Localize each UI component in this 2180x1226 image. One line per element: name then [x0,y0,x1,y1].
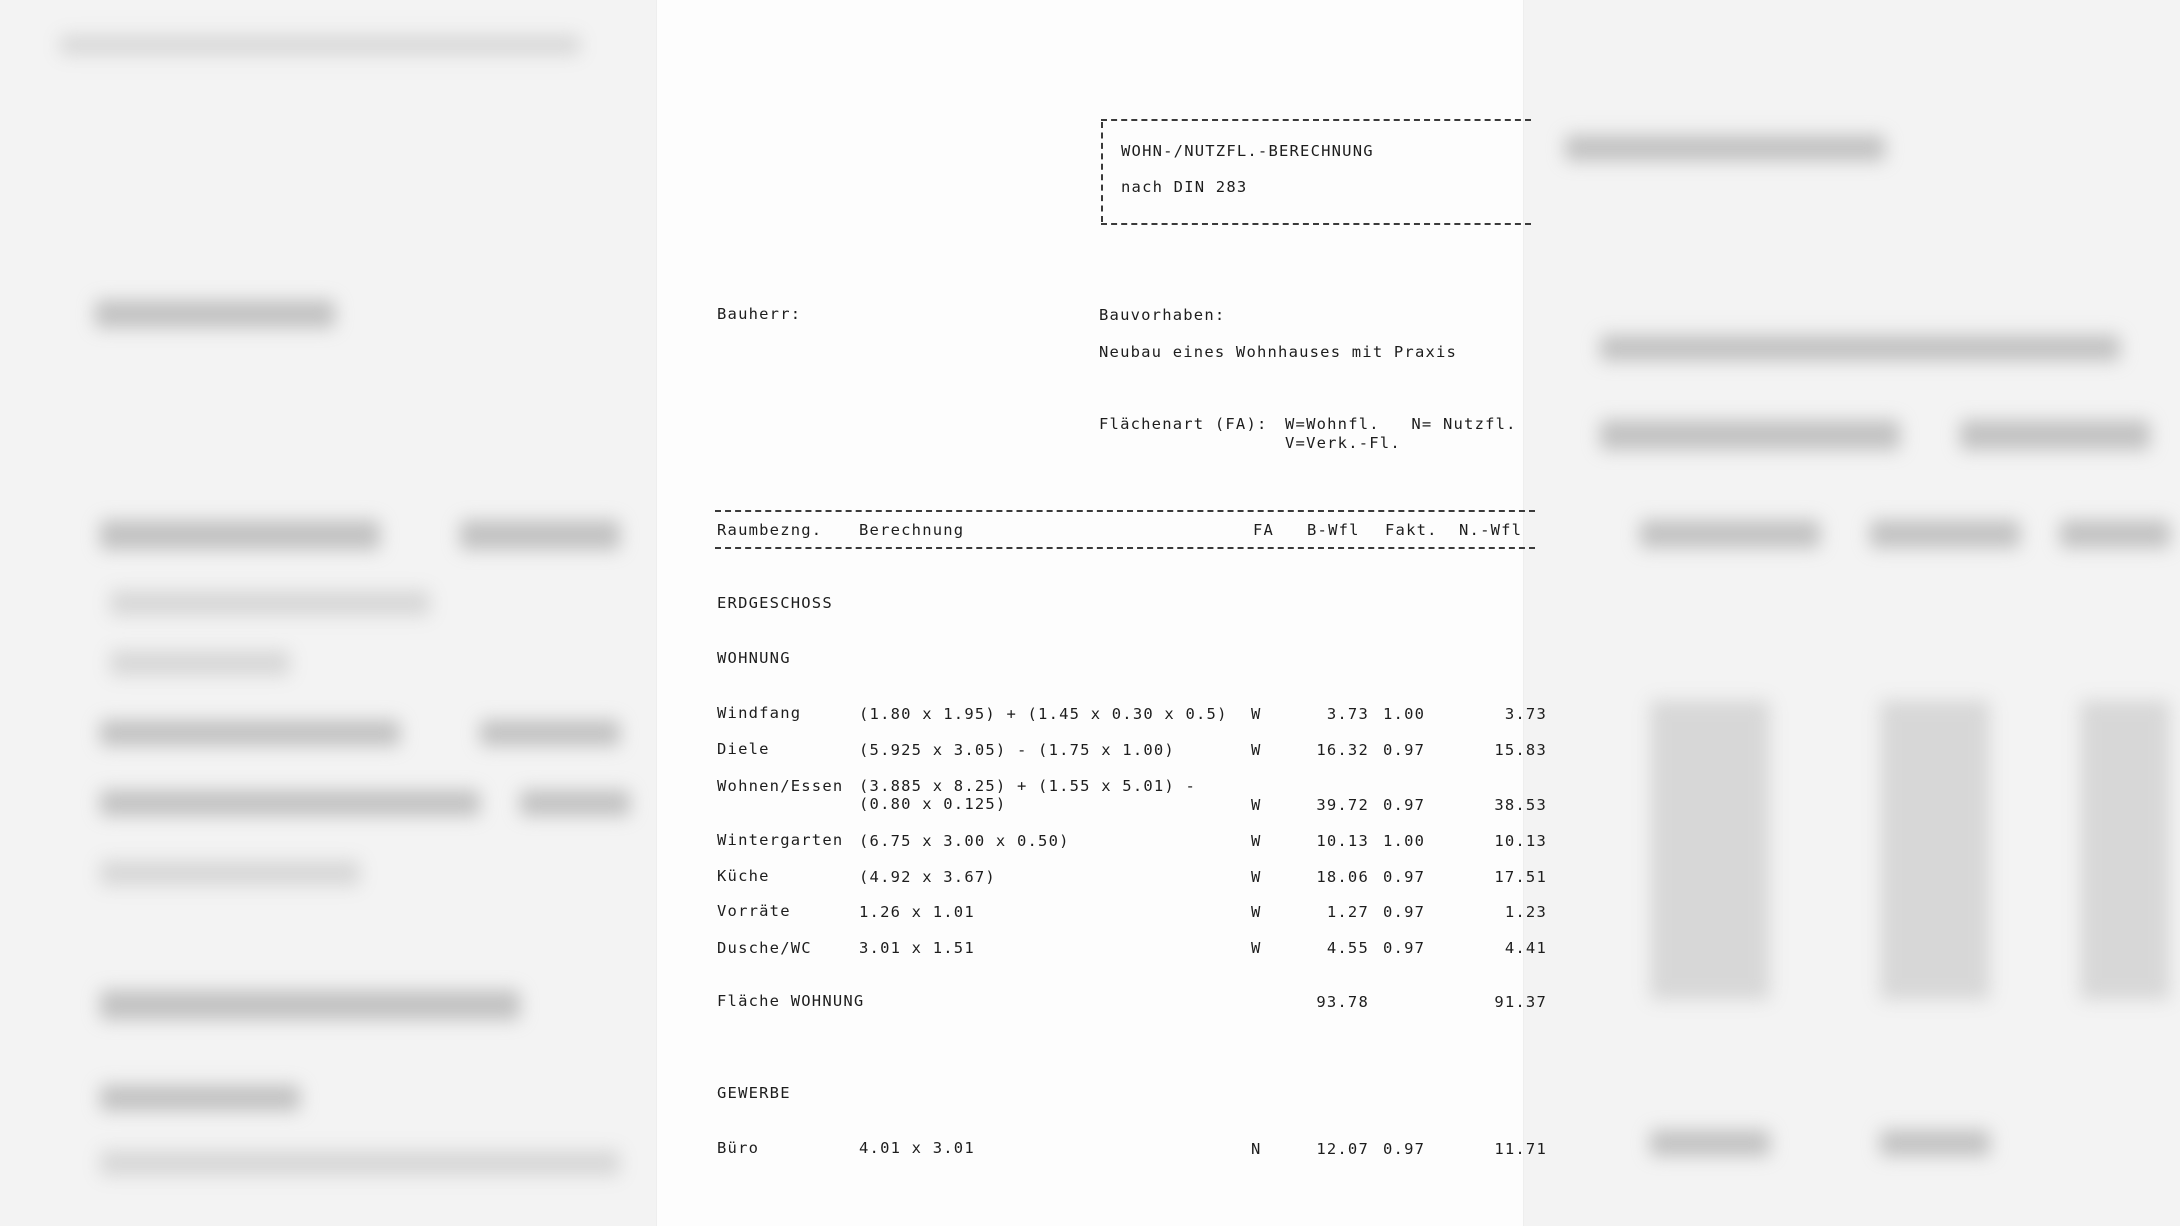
row-calc: (5.925 x 3.05) - (1.75 x 1.00) [859,741,1175,759]
row-room: Büro [717,1139,760,1157]
row-gross: 12.07 [1316,1140,1369,1158]
header-fa: FA [1253,521,1275,539]
row-net: 4.41 [1504,939,1547,957]
row-room: Wohnen/Essen [717,777,844,795]
row-factor: 0.97 [1383,939,1426,957]
project-description: Neubau eines Wohnhauses mit Praxis [1099,343,1458,361]
row-factor: 0.97 [1383,1140,1426,1158]
area-type-label: Flächenart (FA): [1099,415,1268,433]
table-header-bottom-rule [715,547,1535,549]
row-factor: 0.97 [1383,741,1426,759]
area-type-line2: V=Verk.-Fl. [1285,434,1401,452]
row-net: 10.13 [1494,832,1547,850]
row-gross: 1.27 [1326,903,1369,921]
row-calc: (4.92 x 3.67) [859,868,996,886]
row-factor: 0.97 [1383,796,1426,814]
section-gewerbe: GEWERBE [717,1084,791,1102]
header-net: N.-Wfl [1459,521,1523,539]
row-calc: (1.80 x 1.95) + (1.45 x 0.30 x 0.5) [859,705,1228,723]
row-net: 11.71 [1494,1140,1547,1158]
row-fa: W [1251,741,1262,759]
row-gross: 4.55 [1326,939,1369,957]
table-header-top-rule [715,510,1535,512]
row-factor: 1.00 [1383,705,1426,723]
owner-label: Bauherr: [717,305,802,323]
row-gross: 39.72 [1316,796,1369,814]
row-calc: 4.01 x 3.01 [859,1139,975,1157]
header-calc: Berechnung [859,521,965,539]
row-net: 1.23 [1504,903,1547,921]
floor-heading: ERDGESCHOSS [717,594,833,612]
header-box-title: WOHN-/NUTZFL.-BERECHNUNG [1121,142,1374,160]
row-calc: (6.75 x 3.00 x 0.50) [859,832,1070,850]
row-gross: 3.73 [1326,705,1369,723]
header-box-left-border [1101,122,1103,222]
row-net: 3.73 [1504,705,1547,723]
total-label: Fläche WOHNUNG [717,992,865,1010]
row-calc-continuation: (0.80 x 0.125) [859,795,1007,813]
row-fa: N [1251,1140,1262,1158]
row-fa: W [1251,705,1262,723]
row-net: 15.83 [1494,741,1547,759]
row-net: 17.51 [1494,868,1547,886]
row-fa: W [1251,939,1262,957]
row-factor: 1.00 [1383,832,1426,850]
area-type-line1: W=Wohnfl. N= Nutzfl. [1285,415,1517,433]
row-room: Wintergarten [717,831,844,849]
document-page [657,0,1547,1226]
header-box-bottom-border [1101,223,1531,225]
row-calc: (3.885 x 8.25) + (1.55 x 5.01) - [859,777,1197,795]
row-fa: W [1251,903,1262,921]
row-factor: 0.97 [1383,903,1426,921]
total-net: 91.37 [1494,993,1547,1011]
row-gross: 18.06 [1316,868,1369,886]
row-net: 38.53 [1494,796,1547,814]
row-room: Diele [717,740,770,758]
section-wohnung: WOHNUNG [717,649,791,667]
row-room: Dusche/WC [717,939,812,957]
row-factor: 0.97 [1383,868,1426,886]
row-gross: 10.13 [1316,832,1369,850]
row-fa: W [1251,796,1262,814]
header-room: Raumbezng. [717,521,823,539]
project-label: Bauvorhaben: [1099,306,1226,324]
row-fa: W [1251,868,1262,886]
row-room: Küche [717,867,770,885]
row-calc: 1.26 x 1.01 [859,903,975,921]
header-box-subtitle: nach DIN 283 [1121,178,1248,196]
header-gross: B-Wfl [1307,521,1360,539]
row-fa: W [1251,832,1262,850]
total-gross: 93.78 [1316,993,1369,1011]
header-factor: Fakt. [1385,521,1438,539]
row-room: Windfang [717,704,802,722]
row-calc: 3.01 x 1.51 [859,939,975,957]
header-box-top-border [1101,119,1531,121]
row-room: Vorräte [717,902,791,920]
row-gross: 16.32 [1316,741,1369,759]
